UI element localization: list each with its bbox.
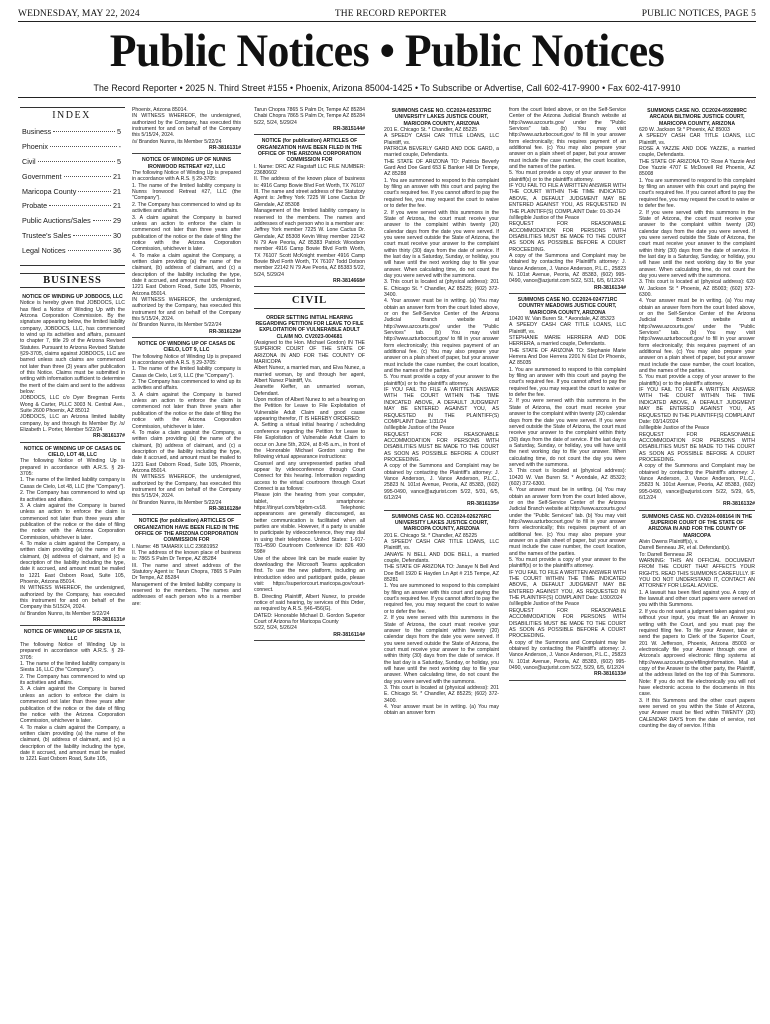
index-page: 29 [113, 217, 121, 226]
notice-paragraph: JOBDOCS, LLC an Arizona limited liability company, by and through its Member By: /s/ Elizabeth L. Porter, Member 5/22/24 [20, 414, 125, 434]
column-6 [639, 107, 755, 1016]
notice-paragraph: 2. If you were served with this summons in the State of Arizona, the court must receive your answer to the complaint within twenty (20) calendar days from the date you were served. If you were served outside the State of Arizona, the court must receive your answer to the complaint within thirty (30) days from the date of service. If the last day is a Saturday, Sunday, or holiday, you will have until the next working day to file your answer. When calculating time, do not count the day you were served with the summons. [509, 398, 626, 468]
notice-paragraph: REQUEST FOR REASONABLE ACCOMMODATION FOR PERSONS WITH DISABILITIES MUST BE MADE TO THE COURT AS SOON AS POSSIBLE BEFORE A COURT PROCEEDING. [509, 607, 626, 640]
column-4-notices [384, 108, 499, 717]
notice-reference: RR-3814668# [332, 277, 365, 284]
notice-heading: NOTICE OF WINDING UP OF SIESTA 16, LLC [23, 629, 122, 642]
notice-divider [132, 153, 241, 154]
notice-paragraph: THE STATE OF ARIZONA TO: Janaye N Bell And Doe Bell 1920 E Hayden Ln Apt # 215 Tempe, AZ 85281 [384, 564, 499, 584]
notice-reference: RR-3816133# [593, 671, 626, 678]
notice-paragraph: 5. You must provide a copy of your answer to the plaintiff(s) or to the plaintiff's attorney. [509, 557, 626, 570]
index-page: 30 [113, 231, 121, 240]
index-leader [68, 250, 111, 251]
index-page: 5 [117, 128, 121, 137]
notice-reference: RR-3816135# [466, 501, 499, 508]
notice-paragraph: 2. If you do not want a judgment taken against you without your input, you must file an Answer in writing with the Court, and you must pay the required filing fee. To file your Answer, take or send the papers to Clerk of the Superior Court, 201 W. Jefferson, Phoenix, Arizona 85003 or electronically file your Answer through one of Arizona's approved electronic filing systems at http://www.azcourts.gov/efilinginformation. Mail a copy of the Answer to the other party, the Plaintiff, at the address listed on the top of this Summons. Note: If you do not file electronically you will not have electronic access to the documents in this case. [639, 608, 755, 698]
notice-heading: NOTICE OF WINDING UP JOBDOCS, LLC [22, 293, 123, 300]
notice-paragraph: Use of the above link can be made easier by downloading the Microsoft Teams application first. To use the new platform, including an introduction video and participant guide, please visit: https://superiorcourt.maricopa.gov/court-connect. [254, 555, 365, 594]
index-label: Probate [22, 202, 48, 211]
notice-paragraph: IN WITNESS WHEREOF, the undersigned, authorized by the Company, has executed this instrument for and on behalf of the Company this 5/15/24, 2024. [132, 113, 241, 139]
notice-divider [254, 640, 365, 641]
index-list [22, 128, 121, 261]
notice-paragraph: 2. The Company has commenced to wind up its activities and affairs. [132, 201, 241, 215]
notice-paragraph: JOBDOCS, LLC c/o Dyer Bregman Ferris Wong & Carter, PLLC 3003 N. Central Ave., Suite 2600 Phoenix, AZ 85012 [20, 395, 125, 415]
notice-reference: RR-3816134# [593, 284, 626, 291]
notice-paragraph: 4. Your answer must be in writing. (a) You may obtain an answer form [384, 703, 499, 717]
notice-paragraph: /s/illegible Justice of the Peace [509, 601, 580, 608]
index-page: 5 [117, 157, 121, 166]
notice-paragraph: Phoenix, Arizona 85014. [132, 107, 188, 113]
notice-paragraph: 1. You are summoned to respond to this complaint by filing an answer with this court and paying the court's required fee. If you cannot afford to pay the required fee, you may request the court to waive or to defer the fee. [384, 177, 499, 210]
notice-paragraph: 1. The name of the limited liability company is Casas de Cielo, Lot 48, LLC (the "Company"). [20, 477, 125, 490]
notice-paragraph: 1. The name of the limited liability company is Casas de Cielo, Lot 9, LLC (the "Company"). [132, 366, 241, 379]
notice-divider [132, 337, 241, 338]
column-3 [254, 107, 365, 1016]
notice-paragraph: /s/illegible Justice of the Peace [509, 214, 580, 221]
index-row [22, 158, 121, 173]
notice-paragraph: 5/22, 5/24, 5/26/24 [254, 625, 297, 632]
issue-date: WEDNESDAY, MAY 22, 2024 [18, 9, 140, 19]
index-box [20, 107, 125, 266]
notice-paragraph: A copy of the Summons and Complaint may be obtained by contacting the Plaintiff's attorney: J. Vance Anderson, J. Vance Anderson, P.L.C., 25823 N. 101st Avenue, Peoria, AZ 85383, (602) 995-0490, vance@azjurist.com 5/22, 5/31, 6/5, 6/12/24 [509, 252, 626, 285]
index-row [22, 173, 121, 188]
index-leader [50, 146, 117, 147]
page-label: PUBLIC NOTICES, PAGE 5 [641, 9, 756, 19]
notice-reference: RR-3816132# [722, 501, 755, 508]
notice-paragraph: ROSE A YAZZIE AND DOE YAZZIE, a married couple, Defendants. [639, 146, 755, 159]
notice-paragraph: II. The address of the known place of business is: 4916 Camp Bowie Blvd Fort Worth, TX 76107 [254, 176, 365, 189]
notice-paragraph: Counsel and any unrepresented parties shall appear by videoconference through Court Connect for this hearing. Information regarding access to the virtual courtroom through Court Connect is as follows: [254, 460, 365, 492]
index-page: 21 [113, 172, 121, 181]
notice-paragraph: The following Notice of Winding Up is prepared in accordance with A.R.S. § 29-3705: [132, 353, 241, 367]
notice-paragraph: STEPHANIE MARIE HERRERA AND DOE HERRERA, a married couple, Defendants. [509, 335, 626, 348]
notice-paragraph: /s/ Brandon Nunns, its Member 5/22/24 [132, 499, 222, 506]
notice-paragraph: 5. You must provide a copy of your answer to the plaintiff(s) or to the plaintiff's attorney. [639, 374, 755, 387]
notice-paragraph: Management of the limited liability company is reserved to the members. The names and addresses of each person who is a member are: [254, 208, 365, 227]
index-leader [49, 205, 111, 206]
notice-heading: SUMMONS CASE NO. CC2024-024771RC COUNTRY MEADOWS JUSTICE COURT, MARICOPA COUNTY, ARIZONA [517, 296, 618, 316]
index-page: 36 [113, 246, 121, 255]
notice-paragraph: 1. A lawsuit has been filed against you. A copy of the lawsuit and other court papers were served on you with this Summons. [639, 589, 755, 609]
notice-paragraph: THE STATE OF ARIZONA TO: Rose A Yazzie And Doe Yazzie 4707 E McDowell Rd Phoenix, AZ 85008 [639, 158, 755, 178]
notice-divider [20, 442, 125, 443]
notice-paragraph: 2. If you were served with this summons in the State of Arizona, the court must receive your answer to the complaint within twenty (20) calendar days from the date you were served. If you were served outside the State of Arizona, the court must receive your answer to the complaint within thirty (30) days from the date of service. If the last day is a Saturday, Sunday, or holiday, you will have until the next working day to file your answer. When calculating time, do not count the day you were served with the summons. [384, 615, 499, 685]
notice-paragraph: A SPEEDY CASH CAR TITLE LOANS, LLC Plaintiff, vs. [639, 133, 755, 146]
index-label: Phoenix [22, 143, 48, 152]
column-1-notices [20, 294, 125, 763]
notice-heading: NOTICE OF WINDING UP OF CASAS DE CIELO, LOT 48, LLC [23, 445, 122, 459]
notice-reference: RR-3816137# [92, 433, 125, 440]
notice-paragraph: 5. You must provide a copy of your answer to the plaintiff(s) or to the plaintiff's attorney. [509, 170, 626, 183]
notice-reference: RR-3815144# [332, 126, 365, 133]
notice-paragraph: IN WITNESS WHEREOF, the undersigned, authorized by the Company, has executed this instrument for and on behalf of the Company this 5/15/24, 2024. [132, 474, 241, 500]
notice-paragraph: IF YOU FAIL TO FILE A WRITTEN ANSWER WITH THE COURT WITHIN THE TIME INDICATED ABOVE, A DEFAULT JUDGMENT MAY BE ENTERED AGAINST YOU, AS REQUESTED IN THE PLAINTIFF(S) COMPLAINT Date: 1/31/24 [384, 387, 499, 425]
notice-paragraph: 2. If you were served with this summons in the State of Arizona, the court must receive your answer to the complaint within twenty (20) calendar days from the date you were served. If you were served outside the State of Arizona, the court must receive your answer to the complaint within thirty (30) days from the date of service. If the last day is a Saturday, Sunday, or holiday, you will have until the next working day to file your answer. When calculating time, do not count the day you were served with the summons. [639, 209, 755, 279]
notice-reference: RR-3816114# [333, 631, 365, 638]
notice-reference: RR-3816128# [208, 505, 241, 512]
index-label: Civil [22, 157, 36, 166]
notice-paragraph: 2. The Company has commenced to wind up its activities and affairs. [20, 490, 125, 503]
notice-paragraph: Albert Nunez, a married man, and Elva Nunez, a married woman, by and through her agent, Albert Nunez Plaintiff, Vs. [254, 365, 365, 385]
masthead-title: Public Notices • Public Notices [109, 25, 665, 77]
notice-paragraph: Upon motion of Albert Nunez to set a hearing on the Petition for Leave to File Exploitation of Vulnerable Adult Claim and good cause appearing therefor, IT IS HEREBY ORDERED: [254, 397, 365, 423]
notice-paragraph: A copy of the Summons and Complaint may be obtained by contacting the Plaintiff's attorney: J. Vance Anderson, J. Vance Anderson, P.L.C., 25823 N. 101st Avenue, Peoria, AZ 85383, (602) 995-0490, vance@azjurist.com 5/22, 5/31, 6/5, 6/12/24 [384, 463, 499, 501]
notice-divider [384, 510, 499, 511]
notice-paragraph: REQUEST FOR REASONABLE ACCOMMODATION FOR PERSONS WITH DISABILITIES MUST BE MADE TO THE COURT AS SOON AS POSSIBLE BEFORE A COURT PROCEEDING. [384, 431, 499, 463]
contact-rule [18, 97, 756, 98]
index-leader [78, 191, 111, 192]
notice-paragraph: Darrell Benneau JR, et al. Defendant(s). [639, 545, 731, 552]
column-2-notices [132, 107, 241, 607]
notice-divider [254, 134, 365, 135]
notice-paragraph: 1. The name of the limited liability company is Siesta 16, LLC (the "Company"). [20, 661, 125, 674]
notice-paragraph: III. The name and street address of the Statutory Agent is: Jeffrey York 7225 W Lone Cactus Dr Glendale, AZ 85308 [254, 189, 365, 208]
notice-paragraph: A SPEEDY CASH CAR TITLE LOANS, LLC Plaintiff, vs. [509, 322, 626, 335]
notice-paragraph: /s/ Brandon Nunns, its Member 5/22/24 [20, 610, 110, 617]
notice-paragraph: (Assigned to the Hon. Michael Gordon) IN THE SUPERIOR COURT OF THE STATE OF ARIZONA IN AND FOR THE COUNTY OF MARICOPA [254, 340, 365, 366]
notice-paragraph: 5. You must provide a copy of your answer to the plaintiff(s) or to the plaintiff's attorney. [384, 374, 499, 387]
notice-paragraph: 4. To make a claim against the Company, a written claim providing (a) the name of the claimant, (b) address of claimant, and (c) a description of the liability including the type, date it accrued, and amount must be mailed to 1221 East Osborn Road, Suite 105, [20, 724, 125, 763]
notice-paragraph: 4. To make a claim against the Company, a written claim providing (a) the name of the claimant, (b) address of claimant, and (c) a description of the liability including the type, date it accrued, and amount must be mailed to 1221 East Osborn Road, Suite 105, Phoenix, Arizona 85014. [132, 252, 241, 297]
notice-paragraph: Management of the limited liability company is reserved to the members. The names and addresses of each person who is a member are: [132, 581, 241, 607]
notice-divider [509, 293, 626, 294]
column-2 [132, 107, 241, 1016]
notice-paragraph: Jeanette Kieffer, an unmarried woman, Defendant. [254, 384, 365, 397]
notice-paragraph: /s/ Brandon Nunns, its Member 5/22/24 [132, 322, 222, 329]
notice-paragraph: IN WITNESS WHEREOF, the undersigned, authorized by the Company, has executed this instrument for and on behalf of the Company this 5/15/24, 2024. [132, 296, 241, 322]
notice-paragraph: I. Name: DRC AZ Flagstaff LLC FILE NUMBER: 23680602 [254, 163, 365, 177]
notice-paragraph: 1. You are summoned to respond to this complaint by filing an answer with this court and paying the court's required fee. If you cannot afford to pay the required fee, you may request the court to waive or to defer the fee. [384, 583, 499, 615]
paper-name: THE RECORD REPORTER [334, 9, 447, 19]
notice-paragraph: 201 E. Chicago St. * Chandler, AZ 85225 [384, 532, 478, 539]
index-page: 21 [113, 202, 121, 211]
header-rule [18, 21, 756, 22]
notice-paragraph: 10420 W. Van Buren St. * Avondale, AZ 85323 [509, 316, 615, 322]
notice-paragraph: 3. A claim against the Company is barred unless an action to enforce the claim is commenced not later than three years after publication of the notice or the date of filing the notice with the Arizona Corporation Commission, whichever is later. [132, 391, 241, 430]
index-row [22, 247, 121, 262]
column-4 [384, 107, 499, 1016]
notice-paragraph: Alvin Owens Plaintiff(s), v. [639, 539, 699, 546]
notice-paragraph: 1. You are summoned to respond to this complaint by filing an answer with this court and paying the court's required fee. If you cannot afford to pay the required fee, you may request the court to waive or to defer the fee. [509, 366, 626, 399]
index-label: Maricopa County [22, 187, 77, 196]
notice-heading: NOTICE (for publication) ARTICLES OF ORGANIZATION HAVE BEEN FILED IN THE OFFICE OF THE ARIZONA CORPORATION COMMISSION FOR [134, 518, 239, 544]
notice-heading: SUMMONS CASE NO. CC2024-026276RC UNIVERSITY LAKES JUSTICE COURT, MARICOPA COUNTY, ARIZONA [391, 513, 492, 533]
index-leader [64, 176, 111, 177]
notice-paragraph: 3. This court is located at (physical address): 201 E. Chicago St. * Chandler, AZ 85225; (602) 372-3400. [384, 684, 499, 704]
column-1 [20, 107, 125, 1016]
notice-paragraph: The following Notice of Winding Up is prepared in accordance with A.R.S. § 29-3705: [132, 170, 241, 183]
notice-reference: RR-3816129# [208, 328, 241, 335]
notice-paragraph: III. The name and street address of the Statutory Agent is: Tarun Chopra, 7865 S Palm Dr Tempe, AZ 85284 [132, 562, 241, 582]
notice-paragraph: A SPEEDY CASH CAR TITLE LOANS, LLC Plaintiff, vs. [384, 539, 499, 552]
notice-paragraph: B. Directing Plaintiff, Albert Nunez, to provide notice of said hearing, by services of this Order, as required by A.R.S. §46-456(G). [254, 593, 365, 613]
notice-paragraph: The following Notice of Winding Up is prepared in accordance with A.R.S. § 29-3705: [20, 458, 125, 478]
index-leader [93, 220, 111, 221]
notice-paragraph: Notice is hereby given that JOBDOCS, LLC has filed a Notice of Winding Up with the Arizona Corporation Commission. By the signature appearing below, the limited liability company, JOBDOCS, LLC, has commenced to wind up its activities and affairs, pursuant to chapter 7, title 29 of the Arizona Revised Statutes. Pursuant to Arizona Revised Statute §29-3705, claims against JOBDOCS, LLC are barred unless such claims are commenced not later than three (3) years after publication of this Notice. Claims must be submitted in writing with information sufficient to determine the merit of the claim and sent to the address below: [20, 300, 125, 396]
notice-paragraph: IF YOU FAIL TO FILE A WRITTEN ANSWER WITH THE COURT WITHIN THE TIME INDICATED ABOVE, A DEFAULT JUDGMENT MAY BE ENTERED AGAINST YOU, AS REQUESTED IN THE PLAINTIFF(S) COMPLAINT Date: 1/30/2024 [509, 569, 626, 602]
running-header [18, 6, 756, 22]
notice-paragraph: 3. A claim against the Company is barred unless an action to enforce the claim is commenced not later than three years after publication of the notice or the date of filing the notice with the Arizona Corporation Commission, whichever is later. [20, 502, 125, 541]
notice-paragraph: WARNING: THIS AN OFFICIAL DOCUMENT FROM THE COURT THAT AFFECTS YOUR RIGHTS. READ THIS SUMMONS CAREFULLY. IF YOU DO NOT UNDERSTAND IT, CONTACT AN ATTORNEY FOR LEGAL ADVICE. [639, 558, 755, 590]
notice-paragraph: 3. A claim against the Company is barred unless an action to enforce the claim is commenced not later than three years after publication of the notice or the date of filing the notice with the Arizona Corporation Commission, whichever is later. [20, 686, 125, 725]
index-row [22, 232, 121, 247]
notice-divider [132, 514, 241, 515]
notice-paragraph: from the court listed above, or on the Self-Service Center of the Arizona Judicial Branch website at http://www.azcourts.gov/ under the "Public Services" tab. (b) You may visit http://www.azturbocourt.gov/ to fill in your answer form electronically; this requires payment of an additional fee. (c) You may also prepare your answer on a plain sheet of paper, but your answer must include the case number, the court location, and the names of the parties. [509, 107, 626, 171]
notice-paragraph: 2. If you were served with this summons in the State of Arizona, the court must receive your answer to the complaint within twenty (20) calendar days from the date you were served. If you were served outside the State of Arizona, the court must receive your answer to the complaint within thirty (30) days from the date of service. If the last day is a Saturday, Sunday, or holiday, you will have until the next working day to file your answer. When calculating time, do not count the day you were served with the summons. [384, 209, 499, 279]
notice-heading: SUMMONS CASE NO. CV2024-008164 IN THE SUPERIOR COURT OF THE STATE OF ARIZONA IN AND FOR THE COUNTY OF MARICOPA [641, 513, 753, 539]
notice-paragraph: A copy of the Summons and Complaint may be obtained by contacting the Plaintiff's attorney: J. Vance Anderson, J. Vance Anderson, P.L.C., 25823 N. 101st Avenue, Peoria, AZ 85383, (602) 995-0490, vance@azjurist.com 5/22, 5/29, 6/5, 6/12/24 [639, 463, 755, 501]
notice-paragraph: IF YOU FAIL TO FILE A WRITTEN ANSWER WITH THE COURT WITHIN THE TIME INDICATED ABOVE, A DEFAULT JUDGMENT MAY BE ENTERED AGAINST YOU, AS REQUESTED IN THE PLAINTIFF(S) COMPLAINT Date: 01-30-24 [509, 183, 626, 215]
notice-paragraph: 1. The name of the limited liability company is Nunns Ironwood Retreat #27, LLC (the "Company"). [132, 182, 241, 202]
notice-paragraph: /s/illegible Justice of the Peace [639, 425, 710, 432]
notice-paragraph: DATED: Honorable Michael D. Gordon Superior Court of Arizona for Maricopa County [254, 612, 365, 626]
notice-paragraph: Jeffrey York member 7225 W. Lone Cactus Dr. Glendale, AZ 85308 Kevin Wray member 22142 N 79 Ave Peoria, AZ 85383 Patrick Woodson member 4916 Camp Bowie Blvd Forth Worth, TX 76107 Scott McKnight member 4916 Camp Bowie Blvd Forth Worth, TX 76107 Todd Dotson member 22142 N 79 Ave Peoria, AZ 85383 5/22, 5/24, 5/29/24 [254, 227, 365, 278]
notice-paragraph: JANAYE N BELL AND DOE BELL, a married couple, Defendants. [384, 551, 499, 565]
notice-paragraph: THE STATE OF ARIZONA TO: Stephanie Marie Herrera And Doe Herrera 2201 N 61st Dr Phoenix, AZ 85035 [509, 347, 626, 367]
column-3-notices [254, 107, 365, 641]
notice-heading: NOTICE OF WINDING UP OF NUNNS IRONWOOD RETREAT #27, LLC [141, 157, 231, 170]
notice-paragraph: THE STATE OF ARIZONA TO: Patricia Beverly Gard And Doe Gard 653 E Banker Hill Dr Tempe, AZ 85288 [384, 158, 499, 178]
index-label: Public Auctions/Sales [22, 217, 91, 226]
column-6-notices [639, 108, 755, 729]
index-page: - [118, 143, 121, 152]
notice-paragraph: 4. Your answer must be in writing. (a) You may obtain an answer form from the court listed above, or on the Self-Service Center of the Arizona Judicial Branch website at http://www.azcourts.gov/ under the "Public Services" tab. (b) You may visit http://www.azturbocourt.gov/ to fill in your answer form electronically; this requires payment of an additional fee. (c) You may also prepare your answer on a plain sheet of paper, but your answer must include the case number, the court location, and the names of the parties. [384, 298, 499, 375]
notice-divider [254, 286, 365, 287]
index-leader [38, 161, 115, 162]
notice-paragraph: Please join the hearing from your computer, tablet, or smartphone: https://tinyurl.com/bbjebm-cv18. Telephonic appearances are generally discouraged, as better communication is facilitated when all parties are visible. However, if a party is unable to participate by videoconference, they may dial in using their telephone. United States: 1-917-781-4590 Courtroom Conference ID: 826 490 598# [254, 492, 365, 556]
section-banner-civil: CIVIL [254, 293, 365, 308]
notice-paragraph: 3. This court is located at (physical address): 10420 W. Van Buren St. * Avondale, AZ 85323; (602) 372-6300. [509, 468, 626, 487]
notice-paragraph: A copy of the Summons and Complaint may be obtained by contacting the Plaintiff's attorney: J. Vance Anderson, J. Vance Anderson, P.L.C., 25823 N. 101st Avenue, Peoria, AZ 85383, (602) 995-0490, vance@azjurist.com 5/22, 5/29, 6/5, 6/12/24 [509, 639, 626, 671]
notice-paragraph: To: Darrell Benneau JR [639, 551, 693, 558]
notice-paragraph: PATRICIA BEVERLY GARD AND DOE GARD, a married couple, Defendants. [384, 146, 499, 159]
notice-paragraph: 620 W. Jackson St * Phoenix, AZ 85003 [639, 127, 730, 134]
notice-divider [20, 625, 125, 626]
notice-paragraph: The following Notice of Winding Up is prepared in accordance with A.R.S. § 29-3705: [20, 642, 125, 661]
notice-paragraph: 3. If this Summons and the other court papers were served on you within the State of Arizona, your Answer must be filed within TWENTY (20) CALENDAR DAYS from the date of service, not counting the day of service. If this [639, 697, 755, 729]
notice-heading: SUMMONS CASE NO. CC2024-059289RC ARCADIA BILTMORE JUSTICE COURT, MARICOPA COUNTY, ARIZONA [647, 108, 747, 127]
notice-paragraph: 4. Your answer must be in writing. (a) You may obtain an answer form from the court listed above, or on the Self-Service Center of the Arizona Judicial Branch website at http://www.azcourts.gov/ under the "Public Services" tab. (b) You may visit http://www.azturbocourt.gov/ to fill in your answer form electronically; this requires payment of an additional fee. (c) You may also prepare your answer on a plain sheet of paper, but your answer must include the case number, the court location, and the names of the parties. [639, 298, 755, 375]
notice-paragraph: 201 E. Chicago St. * Chandler, AZ 85225 [384, 127, 478, 134]
notice-reference: RR-3816131# [208, 145, 241, 152]
notice-paragraph: Tarun Chopra 7865 S Palm Dr, Tempe AZ 85284 Chabi Chopra 7865 S Palm Dr, Tempe AZ 85284 5/22, 5/24, 5/29/24 [254, 107, 365, 126]
notice-paragraph: IN WITNESS WHEREOF, the undersigned, authorized by the Company, has executed this instrument for and on behalf of the Company this 5/15/24, 2024. [20, 585, 125, 611]
notice-heading: NOTICE (for publication) ARTICLES OF ORGANIZATION HAVE BEEN FILED IN THE OFFICE OF THE ARIZONA CORPORATION COMMISSION FOR [257, 138, 362, 164]
column-5-notices [509, 107, 626, 681]
notice-heading: SUMMONS CASE NO. CC2024-025337RC UNIVERSITY LAKES JUSTICE COURT, MARICOPA COUNTY, ARIZONA [391, 108, 492, 127]
index-row [22, 202, 121, 217]
notice-paragraph: IF YOU FAIL TO FILE A WRITTEN ANSWER WITH THE COURT WITHIN THE TIME INDICATED ABOVE, A DEFAULT JUDGMENT MAY BE ENTERED AGAINST YOU, AS REQUESTED IN THE PLAINTIFF(S) COMPLAINT Date: 03/14/2024 [639, 387, 755, 425]
notice-heading: ORDER SETTING INITIAL HEARING REGARDING PETITION FOR LEAVE TO FILE EXPLOITATION OF VULNERABLE ADULT CLAIM NO. CV2023-004681 [255, 314, 364, 340]
index-row [22, 217, 121, 232]
index-title: INDEX [52, 110, 91, 121]
notice-reference: RR-3816131# [92, 617, 125, 624]
index-label: Business [22, 128, 52, 137]
notice-paragraph: 4. To make a claim against the Company, a written claim providing (a) the name of the claimant, (b) address of claimant, and (c) a description of the liability including the type, date it accrued, and amount must be mailed to 1221 East Osborn Road, Suite 105, Phoenix, Arizona 85014. [132, 429, 241, 474]
index-page: 21 [113, 187, 121, 196]
notice-paragraph: REQUEST FOR REASONABLE ACCOMMODATION FOR PERSONS WITH DISABILITIES MUST BE MADE TO THE COURT AS SOON AS POSSIBLE BEFORE A COURT PROCEEDING. [639, 431, 755, 463]
notice-paragraph: 2. The Company has commenced to wind up its activities and affairs. [132, 379, 241, 392]
notice-paragraph: 2. The Company has commenced to wind up its activities and affairs. [20, 673, 125, 687]
notice-paragraph: 4. Your answer must be in writing. (a) You may obtain an answer form from the court listed above, or on the Self-Service Center of the Arizona Judicial Branch website at http://www.azcourts.gov/ under the "Public Services" tab. (b) You may visit http://www.azturbocourt.gov/ to fill in your answer form electronically; this requires payment of an additional fee. (c) You may also prepare your answer on a plain sheet of paper, but your answer must include the case number, the court location, and the names of the parties. [509, 487, 626, 557]
index-row [22, 143, 121, 158]
notice-paragraph: 3. A claim against the Company is barred unless an action to enforce the claim is commenced not later than three years after publication of the notice or the date of filing the notice with the Arizona Corporation Commission, whichever is later. [132, 214, 241, 253]
index-label: Trustee's Sales [22, 231, 72, 240]
notice-heading: NOTICE OF WINDING UP OF CASAS DE CIELO, LOT 9, LLC [137, 341, 236, 354]
index-row [22, 188, 121, 203]
index-row [22, 128, 121, 143]
column-5 [509, 107, 626, 1016]
notice-paragraph: A SPEEDY CASH CAR TITLE LOANS, LLC Plaintiff, vs. [384, 133, 499, 146]
notice-paragraph: 3. This court is located at (physical address): 620 W. Jackson St * Phoenix, AZ 85003; (602) 372-6300. [639, 279, 755, 298]
notice-paragraph: REQUEST FOR REASONABLE ACCOMMODATION FOR PERSONS WITH DISABILITIES MUST BE MADE TO THE COURT AS SOON AS POSSIBLE BEFORE A COURT PROCEEDING. [509, 221, 626, 253]
index-leader [73, 235, 111, 236]
contact-line: The Record Reporter • 2025 N. Third Street #155 • Phoenix, Arizona 85004-1425 • To Subscribe or Advertise, Call 602-417-9900 • Fax 602-417-9910 [93, 83, 681, 93]
notice-divider [639, 510, 755, 511]
notice-paragraph: 1. You are summoned to respond to this complaint by filing an answer with this court and paying the court's required fee. If you cannot afford to pay the required fee, you may request the court to waive or to defer the fee. [639, 177, 755, 210]
notice-paragraph: A. Setting a virtual initial hearing / scheduling conference regarding the Petition for Leave to File Exploitation of Vulnerable Adult Claim to occur on June 5th, 2024, at 8:45 a.m., in front of the Honorable Michael Gordon using the following virtual appearance instructions: [254, 422, 365, 461]
notice-paragraph: /s/ Brandon Nunns, its Member 5/22/24 [132, 138, 222, 145]
index-leader [53, 131, 115, 132]
index-label: Government [22, 172, 62, 181]
notice-paragraph: 4. To make a claim against the Company, a written claim providing (a) the name of the claimant, (b) address of claimant, and (c) a description of the liability including the type, date it accrued, and amount must be mailed to 1221 East Osborn Road, Suite 105, Phoenix, Arizona 85014. [20, 540, 125, 585]
section-banner-business: BUSINESS [20, 273, 125, 288]
notice-divider [509, 680, 626, 681]
notice-paragraph: I. Name: 4B TAMARIX LLC 23681952 [132, 543, 219, 550]
index-label: Legal Notices [22, 246, 66, 255]
notice-paragraph: II. The address of the known place of business is: 7865 S Palm Dr Tempe, AZ 85284 [132, 550, 241, 563]
notice-paragraph: /s/illegible Justice of the Peace [384, 425, 455, 432]
notice-paragraph: 3. This court is located at (physical address): 201 E. Chicago St. * Chandler, AZ 85225; (602) 372-3400. [384, 279, 499, 298]
